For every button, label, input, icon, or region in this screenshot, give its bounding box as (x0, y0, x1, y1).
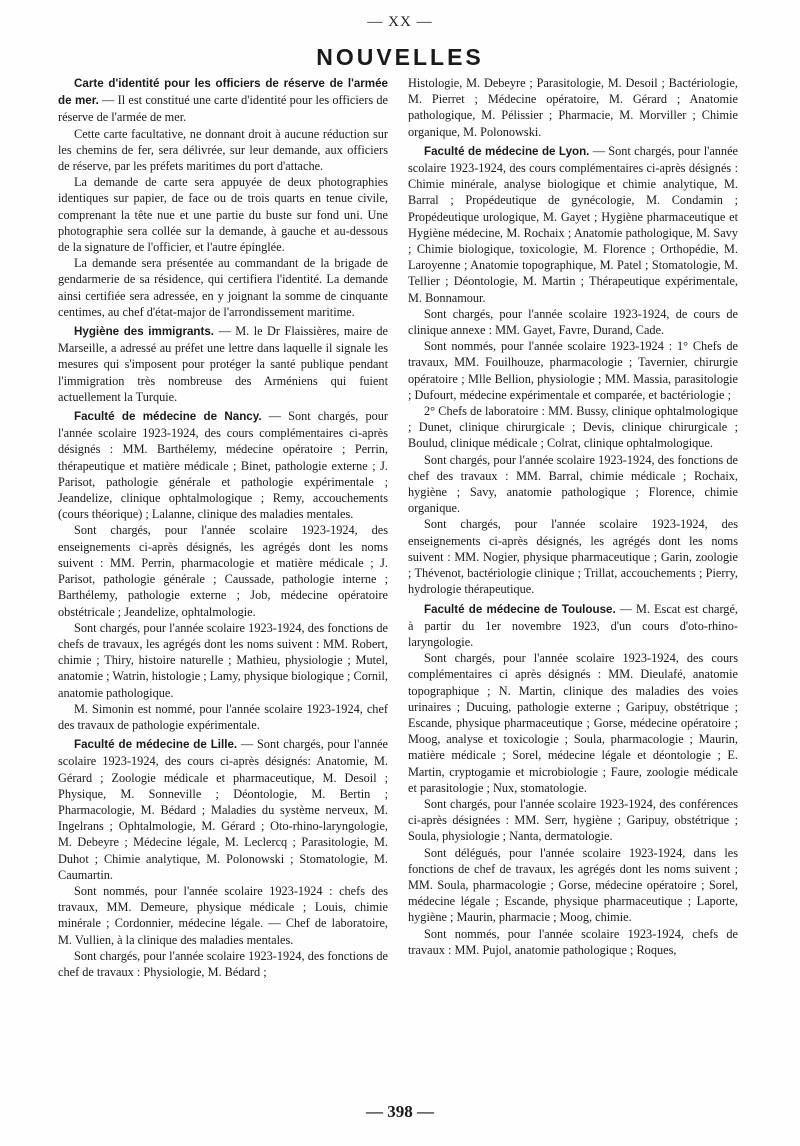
paragraph (408, 75, 738, 140)
section-title: NOUVELLES (316, 44, 484, 70)
paragraph-text: — Il est constitué une carte d'identité pour les officiers de réserve de l'armée de mer. (58, 93, 388, 125)
paragraph (58, 408, 388, 522)
paragraph-text: Histologie, M. Debeyre ; Parasitologie, M. Desoil ; Bactériologie, M. Pierret ; Médecine opératoire, M. Gérard ; Anatomie pathologique, M. Pélissier ; Pharmacie, M. Morviller ; Chimie organique, M. Polonowski. (408, 76, 738, 139)
right-column (408, 75, 738, 1105)
paragraph (58, 620, 388, 701)
paragraph-text: Sont délégués, pour l'année scolaire 1923-1924, dans les fonctions de chef de travaux, les agrégés dont les noms suivent ; MM. Soula, pharmacologie ; Gorse, médecine opératoire ; Sorel, médecine légale ; Escande, physique pharmaceutique ; Laporte, hygiène ; Maurin, pharmacie ; Moog, chimie. (408, 845, 738, 925)
paragraph (408, 516, 738, 597)
paragraph-text: Sont nommés, pour l'année scolaire 1923-1924 : 1° Chefs de travaux, MM. Fouilhouze, pharmacologie ; Tavernier, chirurgie opératoire ; Mlle Bellion, physiologie ; MM. Massia, parasitologie ; Dufourt, médecine expérimentale et comparée, et bactériologie ; (408, 339, 738, 402)
paragraph-text: M. Simonin est nommé, pour l'année scolaire 1923-1924, chef des travaux de pathologie expérimentale. (58, 701, 388, 732)
paragraph (408, 338, 738, 403)
paragraph (408, 143, 738, 306)
paragraph (58, 522, 388, 619)
paragraph (408, 452, 738, 517)
paragraph (58, 948, 388, 980)
paragraph (58, 701, 388, 733)
paragraph-text: Sont chargés, pour l'année scolaire 1923-1924, de cours de clinique annexe : MM. Gayet, Favre, Durand, Cade. (408, 306, 738, 338)
paragraph (408, 845, 738, 926)
paragraph (408, 306, 738, 338)
paragraph (58, 174, 388, 255)
paragraph-text: Sont chargés, pour l'année scolaire 1923-1924, des cours complémentaires ci après désignés : MM. Dieulafé, anatomie topographique ; N. Martin, clinique des maladies des voies urinaires ; Ducuing, pathologie externe ; Garipuy, obstétrique ; Escande, physique pharmaceutique ; Gorse, médecine opératoire ; Moog, analyse et toxicologie ; Soula, pharmacologie ; Maurin, matière médicale ; Sorel, médecine légale et déontologie ; E. Martin, cryptogamie et microbiologie ; Faure, zoologie médicale et parasitologie ; Nux, stomatologie. (408, 651, 738, 795)
paragraph (58, 126, 388, 175)
paragraph-heading: Hygiène des immigrants. (74, 325, 215, 339)
paragraph-text: 2° Chefs de laboratoire : MM. Bussy, clinique ophtalmologique ; Dunet, clinique chirurgicale ; Devis, clinique chirurgicale ; Boulud, clinique médicale ; Colrat, clinique ophtalmologique. (408, 404, 738, 451)
paragraph (408, 926, 738, 958)
paragraph-text: — M. le Dr Flaissières, maire de Marseille, a adressé au préfet une lettre dans laquelle il signale les mesures qui s'imposent pour protéger la santé publique pendant l'immigration très nombreuse des Arméniens qui fuient actuellement la Turquie. (58, 324, 388, 404)
paragraph-text: Cette carte facultative, ne donnant droit à aucune réduction sur les chemins de fer, sera délivrée, sur leur demande, aux officiers de réserve, par les préfets maritimes du port d'attache. (58, 126, 388, 174)
paragraph-text: Sont chargés, pour l'année scolaire 1923-1924, des conférences ci-après désignées : MM. Serr, hygiène ; Garipuy, obstétrique ; Soula, physiologie ; Nanta, dermatologie. (408, 796, 738, 844)
paragraph-text: — M. Escat est chargé, à partir du 1er novembre 1923, d'un cours d'oto-rhino-laryngologie. (408, 601, 738, 649)
paragraph-text: La demande de carte sera appuyée de deux photographies identiques sur papier, de face ou de trois quarts en tenue civile, comprenant la tête nue et une partie du buste sur fond uni. Une photographie sera collée sur la demande, à gauche et au-dessous de la signature de l'officier, et l'autre épinglée. (58, 175, 388, 255)
paragraph-heading: Faculté de médecine de Nancy. (74, 410, 262, 424)
paragraph-text: Sont nommés, pour l'année scolaire 1923-1924, chefs de travaux : MM. Pujol, anatomie pathologique ; Roques, (408, 926, 738, 957)
paragraph-text: Sont chargés, pour l'année scolaire 1923-1924, des enseignements ci-après désignés, les agrégés dont les noms suivent : MM. Nogier, physique pharmaceutique ; Garin, zoologie ; Thévenot, bactériologie clinique ; Trillat, accouchements ; Pierry, hydrologie thérapeutique. (408, 517, 738, 597)
paragraph-text: Sont chargés, pour l'année scolaire 1923-1924, des fonctions de chef de travaux : Physiologie, M. Bédard ; (58, 948, 388, 979)
paragraph-text: — Sont chargés, pour l'année scolaire 1923-1924, des cours ci-après désignés: Anatomie, M. Gérard ; Zoologie médicale et pharmaceutique, M. Desoil ; Physique, M. Sonneville ; Déontologie, M. Bertin ; Pharmacologie, M. Bédard ; Maladies du système nerveux, M. Ingelrans ; Ophtalmologie, M. Gérard ; Oto-rhino-laryngologie, M. Debeyre ; Médecine légale, M. Leclercq ; Parasitologie, M. Duhot ; Chimie analytique, M. Polonowski ; Stomatologie, M. Caumartin. (58, 737, 388, 882)
paragraph-text: Sont chargés, pour l'année scolaire 1923-1924, des enseignements ci-après désignés, les agrégés dont les noms suivent : MM. Perrin, pharmacologie et matière médicale ; J. Parisot, pathologie générale ; Caussade, pathologie interne ; Barthélemy, pathologie externe ; Job, médecine opératoire obstétricale ; Jeandelize, ophtalmologie. (58, 523, 388, 619)
page-folio: — XX — (367, 14, 433, 30)
paragraph (408, 601, 738, 651)
paragraph (408, 796, 738, 845)
paragraph (58, 323, 388, 405)
paragraph-text: La demande sera présentée au commandant de la brigade de gendarmerie de sa résidence, qui certifiera l'identité. La demande ainsi certifiée sera adressée, en y joignant la somme de cinquante centimes, au chef d'état-major de l'arrondissement maritime. (58, 256, 388, 319)
paragraph (408, 403, 738, 452)
paragraph-text: Sont chargés, pour l'année scolaire 1923-1924, des fonctions de chef des travaux : MM. Barral, chimie médicale ; Rochaix, hygiène ; Savy, anatomie pathologique ; Florence, chimie organique. (408, 452, 738, 516)
paragraph-heading: Faculté de médecine de Lille. (74, 738, 238, 752)
paragraph-text: — Sont chargés, pour l'année scolaire 1923-1924, des cours complémentaires ci-après désignés : Chimie minérale, analyse biologique et chimie analytique, M. Barral ; Propédeutique de gynécologie, M. Condamin ; Propédeutique urologique, M. Gayet ; Hygiène pharmaceutique et Hygiène médecine, M. Rochaix ; Anatomie pathologique, M. Savy ; Chimie biologique, toxicologie, M. Florence ; Orthopédie, M. Laroyenne ; Anatomie topographique, M. Patel ; Stomatologie, M. Tellier ; Déontologie, M. Martin ; Thérapeutique expérimentale, M. Bonnamour. (408, 143, 738, 305)
page-number: — 398 — (366, 1102, 434, 1121)
left-column (58, 75, 388, 1105)
paragraph-text: Sont nommés, pour l'année scolaire 1923-1924 : chefs des travaux, MM. Demeure, physique médicale ; Louis, chimie minérale ; Cordonnier, médecine légale. — Chef de laboratoire, M. Vullien, à la clinique des maladies mentales. (58, 883, 388, 947)
paragraph (58, 883, 388, 948)
paragraph (58, 255, 388, 320)
paragraph-text: — Sont chargés, pour l'année scolaire 1923-1924, des cours complémentaires ci-après désignés : MM. Barthélemy, médecine opératoire ; Perrin, thérapeutique et matière médicale ; Binet, pathologie externe ; J. Parisot, pathologie générale et pathologie expérimentale ; Jeandelize, clinique ophtalmologique ; Remy, accouchements (cours théorique) ; Lalanne, clinique des maladies mentales. (58, 409, 388, 522)
paragraph-heading: Carte d'identité pour les officiers de réserve de l'armée de mer. (58, 77, 388, 108)
paragraph (58, 736, 388, 883)
paragraph (58, 75, 388, 126)
paragraph-text: Sont chargés, pour l'année scolaire 1923-1924, des fonctions de chefs de travaux, les agrégés dont les noms suivent : MM. Robert, chimie ; Thiry, histoire naturelle ; Mathieu, physiologie ; Mutel, anatomie ; Watrin, histologie ; Lamy, physique biologique ; Cornil, anatomie pathologique. (58, 620, 388, 700)
paragraph-heading: Faculté de médecine de Lyon. (424, 144, 590, 158)
paragraph-heading: Faculté de médecine de Toulouse. (424, 602, 616, 616)
paragraph (408, 650, 738, 796)
